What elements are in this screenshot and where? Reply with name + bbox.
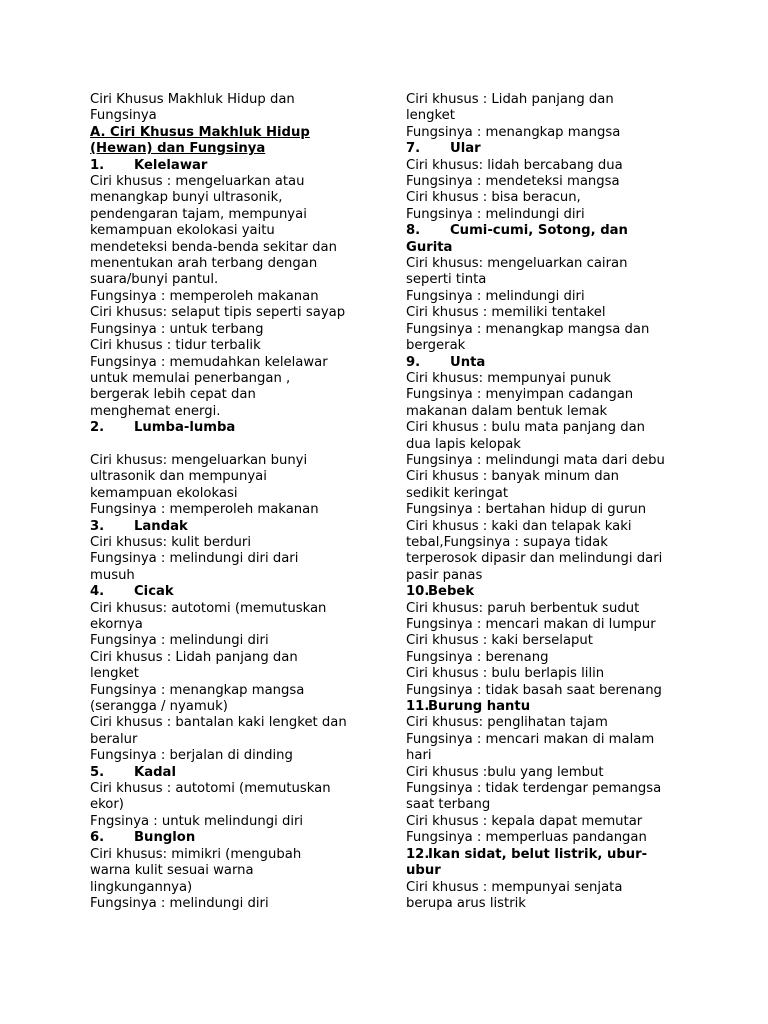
- section-number: 4.: [90, 584, 105, 600]
- section-number: 1.: [90, 157, 105, 173]
- section-number: 10.: [406, 584, 430, 600]
- text-line: [90, 666, 368, 682]
- line-text: Fungsinya : memperoleh makanan: [90, 502, 319, 518]
- text-line: [90, 617, 368, 633]
- text-line: [90, 732, 368, 748]
- line-text: [90, 437, 94, 452]
- line-text: Gurita: [406, 239, 453, 255]
- section-heading: [90, 830, 368, 846]
- line-text: Cumi-cumi, Sotong, dan: [450, 223, 628, 239]
- line-text: makanan dalam bentuk lemak: [406, 403, 608, 419]
- line-text: mendeteksi benda-benda sekitar dan: [90, 239, 337, 255]
- line-text: menangkap bunyi ultrasonik,: [90, 190, 283, 206]
- text-line: [406, 469, 682, 485]
- text-line: [90, 633, 368, 649]
- line-text: Ciri khusus: autotomi (memutuskan: [90, 600, 327, 616]
- text-line: [90, 797, 368, 813]
- line-text: ubur: [406, 863, 441, 879]
- text-line: [406, 453, 682, 469]
- section-number: 8.: [406, 223, 421, 239]
- text-line: [406, 601, 682, 617]
- line-text: Fungsinya : melindungi diri: [90, 633, 269, 649]
- line-text: Landak: [134, 518, 188, 534]
- text-line: [90, 847, 368, 863]
- text-line: [406, 305, 682, 321]
- line-text: warna kulit sesuai warna: [90, 863, 254, 879]
- line-text: Fungsinya : mencari makan di malam: [406, 731, 655, 747]
- line-text: Fungsinya : menangkap mangsa: [90, 682, 305, 698]
- text-line: [406, 880, 682, 896]
- line-text: Fungsinya : memperluas pandangan: [406, 830, 647, 846]
- line-text: Lumba-lumba: [134, 420, 236, 436]
- text-line: [406, 551, 682, 567]
- line-text: Ikan sidat, belut listrik, ubur-: [428, 846, 648, 862]
- text-line: [406, 650, 682, 666]
- text-line: [406, 371, 682, 387]
- text-line: [90, 551, 368, 567]
- section-heading: [406, 584, 682, 600]
- text-line: [90, 387, 368, 403]
- text-line: [406, 617, 682, 633]
- line-text: seperti tinta: [406, 272, 487, 288]
- text-line: [406, 338, 682, 354]
- left-column: [90, 92, 368, 912]
- line-text: Fungsinya : mencari makan di lumpur: [406, 617, 656, 632]
- line-text: Fungsinya : melindungi mata dari debu: [406, 452, 665, 468]
- line-text: Ciri khusus: paruh berbentuk sudut: [406, 600, 640, 616]
- text-line: [406, 240, 682, 256]
- line-text: Ciri khusus : mempunyai senjata: [406, 879, 623, 895]
- section-number: 3.: [90, 518, 105, 534]
- text-line: [406, 256, 682, 272]
- section-number: 7.: [406, 141, 421, 157]
- text-line: [90, 108, 368, 124]
- text-line: [90, 404, 368, 420]
- line-text: Fungsinya : tidak basah saat berenang: [406, 682, 662, 698]
- line-text: sedikit keringat: [406, 485, 509, 501]
- text-line: [406, 92, 682, 108]
- text-line: [406, 289, 682, 305]
- line-text: Ciri khusus : kepala dapat memutar: [406, 813, 643, 829]
- text-line: [90, 437, 368, 453]
- line-text: Ciri khusus: penglihatan tajam: [406, 715, 608, 731]
- line-text: Ciri khusus: lidah bercabang dua: [406, 157, 623, 173]
- text-line: [406, 683, 682, 699]
- text-line: [406, 322, 682, 338]
- text-line: [406, 502, 682, 518]
- section-number: 12.: [406, 846, 430, 862]
- text-line: [90, 814, 368, 830]
- line-text: Ciri khusus : Lidah panjang dan: [90, 649, 298, 665]
- line-text: Cicak: [134, 584, 174, 600]
- section-heading: [90, 765, 368, 781]
- text-line: [406, 437, 682, 453]
- line-text: Unta: [450, 354, 486, 370]
- line-text: (Hewan) dan Fungsinya: [90, 141, 266, 157]
- text-line: [406, 125, 682, 141]
- line-text: menghemat energi.: [90, 403, 221, 419]
- text-line: [406, 814, 682, 830]
- text-line: [90, 174, 368, 190]
- line-text: Ciri khusus: mengeluarkan bunyi: [90, 452, 308, 468]
- text-line: [406, 765, 682, 781]
- section-heading: [406, 141, 682, 157]
- text-line: [406, 568, 682, 584]
- text-line: [90, 141, 368, 157]
- line-text: Ciri khusus: kulit berduri: [90, 534, 252, 550]
- text-line: [90, 240, 368, 256]
- line-text: Fungsinya : melindungi diri: [406, 288, 585, 304]
- text-line: [90, 453, 368, 469]
- text-line: [90, 92, 368, 108]
- text-line: [90, 289, 368, 305]
- line-text: Ciri khusus :bulu yang lembut: [406, 764, 604, 780]
- text-line: [90, 715, 368, 731]
- line-text: berupa arus listrik: [406, 895, 526, 911]
- text-line: [90, 256, 368, 272]
- line-text: musuh: [90, 567, 135, 583]
- section-heading: [90, 158, 368, 174]
- text-line: [406, 519, 682, 535]
- line-text: Kadal: [134, 764, 176, 780]
- line-text: Ciri khusus : bulu berlapis lilin: [406, 666, 605, 682]
- text-line: [406, 797, 682, 813]
- line-text: Fungsinya : untuk terbang: [90, 321, 264, 337]
- text-line: [406, 781, 682, 797]
- text-line: [90, 305, 368, 321]
- line-text: lingkungannya): [90, 879, 193, 895]
- line-text: Fungsinya : memperoleh makanan: [90, 288, 319, 304]
- line-text: lengket: [90, 666, 139, 682]
- line-text: saat terbang: [406, 797, 491, 813]
- text-line: [406, 420, 682, 436]
- line-text: Ciri khusus: mimikri (mengubah: [90, 846, 302, 862]
- line-text: Ciri khusus : Lidah panjang dan: [406, 92, 614, 107]
- line-text: Fungsinya : bertahan hidup di gurun: [406, 502, 647, 518]
- text-line: [90, 880, 368, 896]
- text-line: [406, 404, 682, 420]
- section-number: 5.: [90, 764, 105, 780]
- line-text: Ciri khusus : mengeluarkan atau: [90, 174, 305, 190]
- line-text: Fungsinya : menangkap mangsa: [406, 124, 621, 140]
- text-line: [406, 486, 682, 502]
- section-number: 2.: [90, 420, 105, 436]
- text-line: [90, 896, 368, 912]
- text-line: [406, 272, 682, 288]
- section-number: 9.: [406, 354, 421, 370]
- line-text: bergerak: [406, 338, 466, 354]
- text-line: [406, 387, 682, 403]
- line-text: kemampuan ekolokasi: [90, 485, 238, 501]
- text-line: [90, 699, 368, 715]
- text-line: [90, 486, 368, 502]
- line-text: Fungsinya: [90, 108, 157, 124]
- line-text: dua lapis kelopak: [406, 436, 521, 452]
- line-text: Ciri khusus : bantalan kaki lengket dan: [90, 715, 347, 731]
- text-line: [406, 830, 682, 846]
- line-text: Fungsinya : melindungi diri: [406, 206, 585, 222]
- line-text: lengket: [406, 108, 455, 124]
- right-column: [406, 92, 682, 912]
- section-heading: [406, 699, 682, 715]
- line-text: Fungsinya : menyimpan cadangan: [406, 387, 634, 403]
- line-text: Fungsinya : berenang: [406, 649, 549, 665]
- text-line: [90, 125, 368, 141]
- line-text: Burung hantu: [428, 699, 531, 715]
- text-line: [406, 732, 682, 748]
- line-text: Fungsinya : berjalan di dinding: [90, 748, 293, 764]
- line-text: pasir panas: [406, 567, 483, 583]
- text-line: [406, 535, 682, 551]
- text-line: [90, 469, 368, 485]
- text-line: [90, 338, 368, 354]
- line-text: Bebek: [428, 584, 475, 600]
- line-text: hari: [406, 748, 432, 764]
- text-line: [406, 108, 682, 124]
- line-text: beralur: [90, 731, 138, 747]
- line-text: Ciri khusus : kaki dan telapak kaki: [406, 518, 632, 534]
- line-text: Ciri khusus : banyak minum dan: [406, 469, 620, 485]
- section-number: 6.: [90, 830, 105, 846]
- text-line: [406, 158, 682, 174]
- line-text: suara/bunyi pantul.: [90, 272, 219, 288]
- line-text: Ciri Khusus Makhluk Hidup dan: [90, 92, 295, 107]
- text-line: [90, 371, 368, 387]
- line-text: Ciri khusus: selaput tipis seperti sayap: [90, 305, 346, 321]
- line-text: untuk memulai penerbangan ,: [90, 370, 291, 386]
- line-text: Fngsinya : untuk melindungi diri: [90, 813, 304, 829]
- line-text: Fungsinya : tidak terdengar pemangsa: [406, 781, 662, 797]
- line-text: ekor): [90, 797, 124, 813]
- section-heading: [406, 223, 682, 239]
- text-line: [90, 272, 368, 288]
- section-heading: [90, 584, 368, 600]
- text-line: [90, 601, 368, 617]
- line-text: Ciri khusus : tidur terbalik: [90, 338, 261, 354]
- line-text: Ciri khusus: mengeluarkan cairan: [406, 256, 628, 272]
- text-line: [406, 174, 682, 190]
- text-line: [406, 715, 682, 731]
- line-text: Ciri khusus : memiliki tentakel: [406, 305, 606, 321]
- line-text: (serangga / nyamuk): [90, 699, 228, 715]
- text-line: [90, 535, 368, 551]
- line-text: Fungsinya : memudahkan kelelawar: [90, 354, 328, 370]
- text-line: [90, 207, 368, 223]
- line-text: Bunglon: [134, 830, 196, 846]
- section-number: 11.: [406, 699, 430, 715]
- line-text: Ciri khusus : autotomi (memutuskan: [90, 781, 331, 797]
- line-text: Ciri khusus : bisa beracun,: [406, 190, 581, 206]
- section-heading: [90, 519, 368, 535]
- text-line: [90, 223, 368, 239]
- text-line: [90, 748, 368, 764]
- text-line: [90, 502, 368, 518]
- line-text: ekornya: [90, 617, 143, 632]
- text-line: [406, 863, 682, 879]
- line-text: Ciri khusus : kaki berselaput: [406, 633, 593, 649]
- line-text: Fungsinya : melindungi diri: [90, 895, 269, 911]
- line-text: Ular: [450, 141, 481, 157]
- line-text: Ciri khusus: mempunyai punuk: [406, 370, 611, 386]
- text-line: [406, 633, 682, 649]
- line-text: A. Ciri Khusus Makhluk Hidup: [90, 124, 310, 140]
- line-text: kemampuan ekolokasi yaitu: [90, 223, 275, 239]
- line-text: tebal,Fungsinya : supaya tidak: [406, 534, 608, 550]
- text-line: [90, 355, 368, 371]
- line-text: menentukan arah terbang dengan: [90, 256, 318, 272]
- text-line: [406, 207, 682, 223]
- section-heading: [406, 847, 682, 863]
- text-line: [90, 683, 368, 699]
- text-line: [406, 190, 682, 206]
- line-text: pendengaran tajam, mempunyai: [90, 206, 307, 222]
- line-text: Fungsinya : melindungi diri dari: [90, 551, 299, 567]
- section-heading: [90, 420, 368, 436]
- text-line: [90, 568, 368, 584]
- line-text: Fungsinya : mendeteksi mangsa: [406, 174, 620, 190]
- text-line: [90, 863, 368, 879]
- text-line: [406, 896, 682, 912]
- line-text: Ciri khusus : bulu mata panjang dan: [406, 420, 646, 436]
- line-text: ultrasonik dan mempunyai: [90, 469, 267, 485]
- section-heading: [406, 355, 682, 371]
- text-line: [90, 190, 368, 206]
- line-text: Kelelawar: [134, 157, 208, 173]
- line-text: bergerak lebih cepat dan: [90, 387, 256, 403]
- text-line: [90, 322, 368, 338]
- text-line: [90, 781, 368, 797]
- line-text: terperosok dipasir dan melindungi dari: [406, 551, 663, 567]
- text-line: [406, 666, 682, 682]
- text-line: [406, 748, 682, 764]
- line-text: Fungsinya : menangkap mangsa dan: [406, 321, 650, 337]
- text-line: [90, 650, 368, 666]
